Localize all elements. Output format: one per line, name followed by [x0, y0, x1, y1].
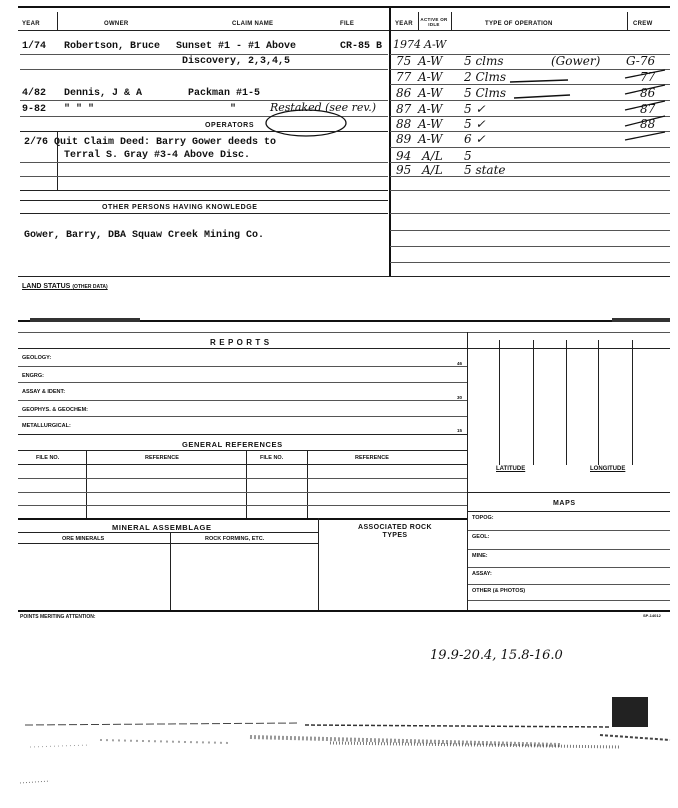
handwritten-strike-marks	[450, 70, 670, 140]
activity-row-2-status: A-W	[418, 54, 443, 68]
other-persons-title: OTHER PERSONS HAVING KNOWLEDGE	[102, 204, 258, 211]
header-bottom-border	[18, 30, 670, 31]
owner-row-4-claim: "	[230, 104, 237, 115]
activity-row-5-type: 5 ✓	[464, 102, 486, 116]
activity-row-3-type: 2 Clms	[464, 70, 507, 84]
header-claim-name: CLAIM NAME	[232, 21, 274, 27]
other-persons-text: Gower, Barry, DBA Squaw Creek Mining Co.	[24, 230, 265, 241]
handwritten-restaked-note: Restaked (see rev.)	[270, 101, 377, 114]
gen-ref-col-file-no-2: FILE NO.	[260, 455, 284, 461]
activity-row-6-year: 88	[396, 117, 412, 131]
reports-title: R E P O R T S	[210, 338, 270, 347]
header-active-or-idle: ACTIVE OR IDLE	[420, 17, 448, 27]
mineral-assemblage-title: MINERAL ASSEMBLAGE	[112, 523, 212, 532]
gen-ref-col-reference-2: REFERENCE	[355, 455, 389, 461]
restaked-circle	[264, 99, 364, 139]
report-assay-ident: ASSAY & IDENT:	[22, 389, 66, 395]
owner-row-1-claim: Sunset #1 - #1 Above	[176, 41, 297, 52]
activity-row-5-crew: 87	[640, 102, 656, 116]
activity-row-9-type: 5 state	[464, 163, 506, 177]
maps-title: MAPS	[553, 500, 576, 507]
operators-title: OPERATORS	[205, 122, 255, 129]
owner-row-1-owner: Robertson, Bruce	[64, 41, 161, 52]
activity-row-8-status: A/L	[422, 149, 443, 163]
activity-row-6-type: 5 ✓	[464, 117, 486, 131]
mineral-col-rock-forming: ROCK FORMING, ETC.	[205, 536, 265, 542]
form-number: SP-14012	[643, 613, 661, 618]
gen-ref-col-file-no: FILE NO.	[36, 455, 60, 461]
owner-row-3-claim: Packman #1-5	[188, 88, 261, 99]
activity-row-6-crew: 88	[640, 117, 656, 131]
activity-row-9-status: A/L	[422, 163, 443, 177]
maps-geol: GEOL:	[472, 534, 490, 540]
activity-row-4-crew: 86	[640, 86, 656, 100]
activity-row-2-year: 75	[396, 54, 412, 68]
activity-row-3-crew: 77	[640, 70, 656, 84]
activity-row-4-status: A-W	[418, 86, 443, 100]
header-crew: CREW	[633, 21, 653, 27]
general-references-title: GENERAL REFERENCES	[182, 440, 283, 449]
activity-row-4-type: 5 Clms	[464, 86, 507, 100]
header-year: YEAR	[22, 21, 40, 27]
header-type-of-operation: TYPE OF OPERATION	[485, 21, 553, 27]
land-status-title: LAND STATUS (OTHER DATA)	[22, 283, 108, 290]
scan-noise	[0, 715, 678, 795]
header-year-2: YEAR	[395, 21, 413, 27]
activity-row-2-note: (Gower)	[551, 54, 601, 68]
top-border	[18, 6, 670, 8]
owner-row-4-owner: " " "	[64, 104, 95, 115]
gen-ref-col-reference: REFERENCE	[145, 455, 179, 461]
maps-mine: MINE:	[472, 553, 488, 559]
header-file: FILE	[340, 21, 355, 27]
activity-row-2-crew: G-76	[626, 54, 656, 68]
owner-row-1-file: CR-85 B	[340, 41, 383, 52]
maps-topog: TOPOG:	[472, 515, 494, 521]
activity-row-1-status: A-W	[424, 38, 447, 51]
activity-row-8-type: 5	[464, 149, 472, 163]
report-metallurgical: METALLURGICAL:	[22, 423, 71, 429]
report-engrg: ENGRG:	[22, 373, 44, 379]
report-geology: GEOLOGY:	[22, 355, 52, 361]
activity-row-4-year: 86	[396, 86, 412, 100]
operator-line-2: Terral S. Gray #3-4 Above Disc.	[64, 150, 251, 161]
maps-assay: ASSAY:	[472, 571, 492, 577]
activity-row-7-type: 6 ✓	[464, 132, 486, 146]
latitude-label: LATITUDE	[496, 466, 526, 472]
activity-row-5-status: A-W	[418, 102, 443, 116]
points-meriting-attention: POINTS MERITING ATTENTION:	[20, 614, 96, 620]
activity-row-5-year: 87	[396, 102, 412, 116]
activity-row-9-year: 95	[396, 163, 412, 177]
owner-activity-divider	[389, 6, 391, 276]
activity-row-3-year: 77	[396, 70, 412, 84]
owner-row-1-date: 1/74	[22, 41, 47, 52]
activity-row-7-status: A-W	[418, 132, 443, 146]
maps-other-photos: OTHER (& PHOTOS)	[472, 588, 526, 594]
operator-line-1: 2/76 Quit Claim Deed: Barry Gower deeds to	[24, 137, 277, 148]
activity-row-8-year: 94	[396, 149, 412, 163]
mineral-col-ore-minerals: ORE MINERALS	[62, 536, 105, 542]
activity-row-1-year: 1974	[393, 38, 421, 51]
report-geophys-geochem: GEOPHYS. & GEOCHEM:	[22, 407, 89, 413]
owner-row-4-date: 9-82	[22, 104, 47, 115]
owner-row-3-date: 4/82	[22, 88, 47, 99]
activity-row-3-status: A-W	[418, 70, 443, 84]
longitude-label: LONGITUDE	[590, 466, 626, 472]
activity-row-7-year: 89	[396, 132, 412, 146]
activity-row-2-type: 5 clms	[464, 54, 504, 68]
owner-row-2-claim: Discovery, 2,3,4,5	[182, 56, 291, 67]
owner-row-3-owner: Dennis, J & A	[64, 88, 143, 99]
associated-rock-types: ASSOCIATED ROCK TYPES	[358, 524, 432, 539]
handwritten-coordinates: 19.9-20.4, 15.8-16.0	[430, 648, 563, 663]
header-owner: OWNER	[104, 21, 129, 27]
activity-row-6-status: A-W	[418, 117, 443, 131]
